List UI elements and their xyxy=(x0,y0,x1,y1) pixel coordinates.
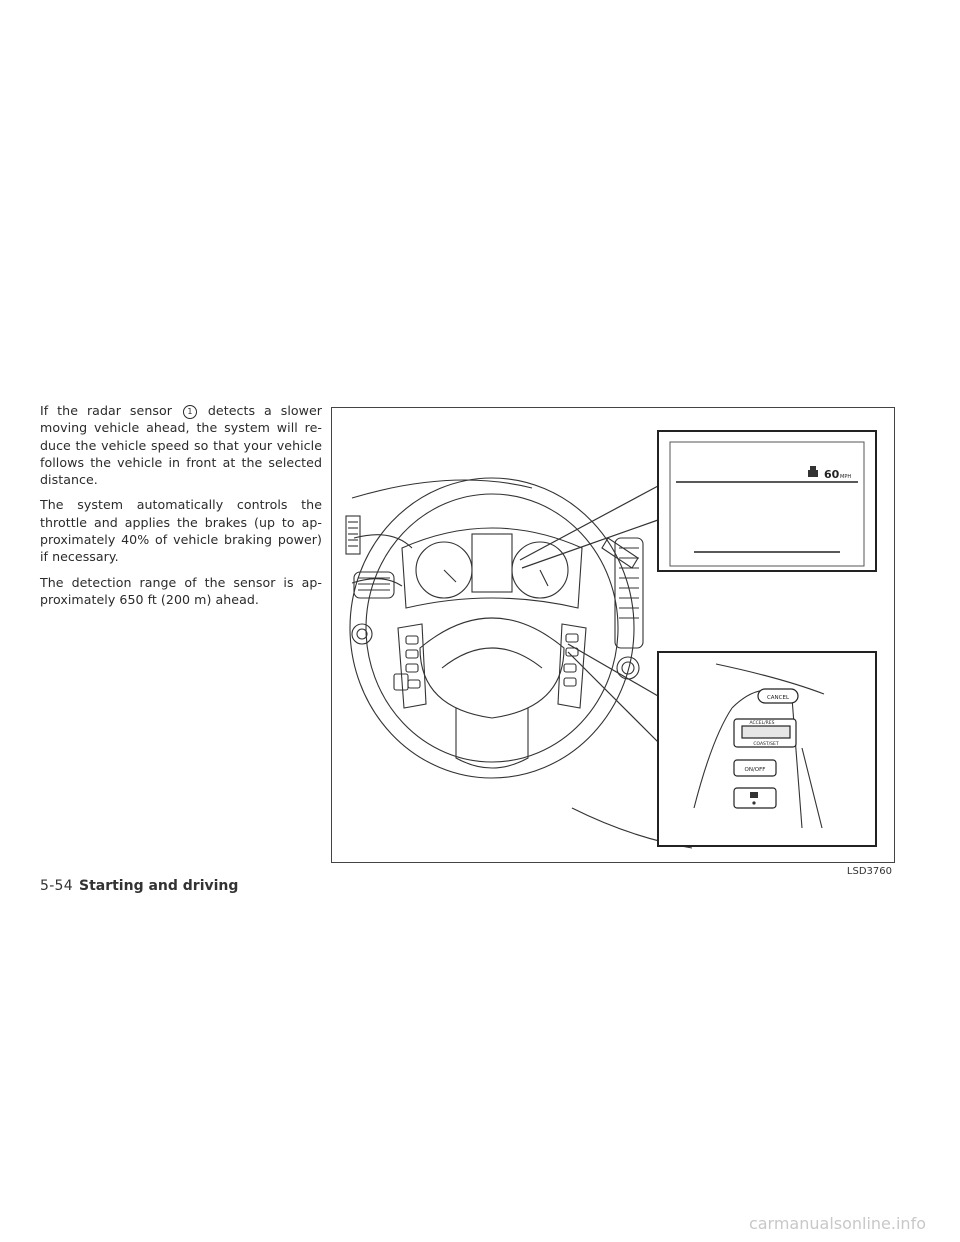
cancel-switch xyxy=(758,689,798,703)
on-off-label: ON/OFF xyxy=(744,767,766,773)
on-off-switch xyxy=(734,760,776,776)
accel-coast-switch xyxy=(734,719,796,747)
distance-switch xyxy=(734,788,776,808)
figure-code: LSD3760 xyxy=(846,866,892,877)
section-title: Starting and driving xyxy=(78,878,239,894)
watermark: carmanualsonline.info xyxy=(748,1214,926,1233)
accel-res-label: ACCEL/RES xyxy=(749,721,775,726)
page-footer xyxy=(40,878,238,894)
page-number: 5-54 xyxy=(40,878,73,894)
body-text xyxy=(40,402,322,616)
display-speed: 60 xyxy=(824,468,840,481)
paragraph-detection-range: The detection range of the sensor is ap-proximately 650 ft (200 m) ahead. xyxy=(40,574,322,607)
paragraph-throttle-brakes: The system automatically controls the throttle and applies the brakes (up to ap-proximately 40% of vehicle braking power) if necessary. xyxy=(40,497,322,565)
paragraph-radar-sensor xyxy=(40,402,322,488)
para1-text-start: If the radar sensor xyxy=(40,403,172,418)
coast-set-label: COAST/SET xyxy=(753,742,779,747)
cancel-label: CANCEL xyxy=(766,695,790,701)
steering-wheel-illustration xyxy=(332,408,894,862)
callout-marker: 1 xyxy=(183,405,197,419)
distance-icon xyxy=(750,792,758,798)
display-unit: MPH xyxy=(840,474,852,480)
steering-wheel-figure xyxy=(331,407,895,877)
para1-text-end: detects a slower moving vehicle ahead, the system will re-duce the vehicle speed so that your vehicle follows the vehicle in front at the selected distance. xyxy=(40,403,322,488)
